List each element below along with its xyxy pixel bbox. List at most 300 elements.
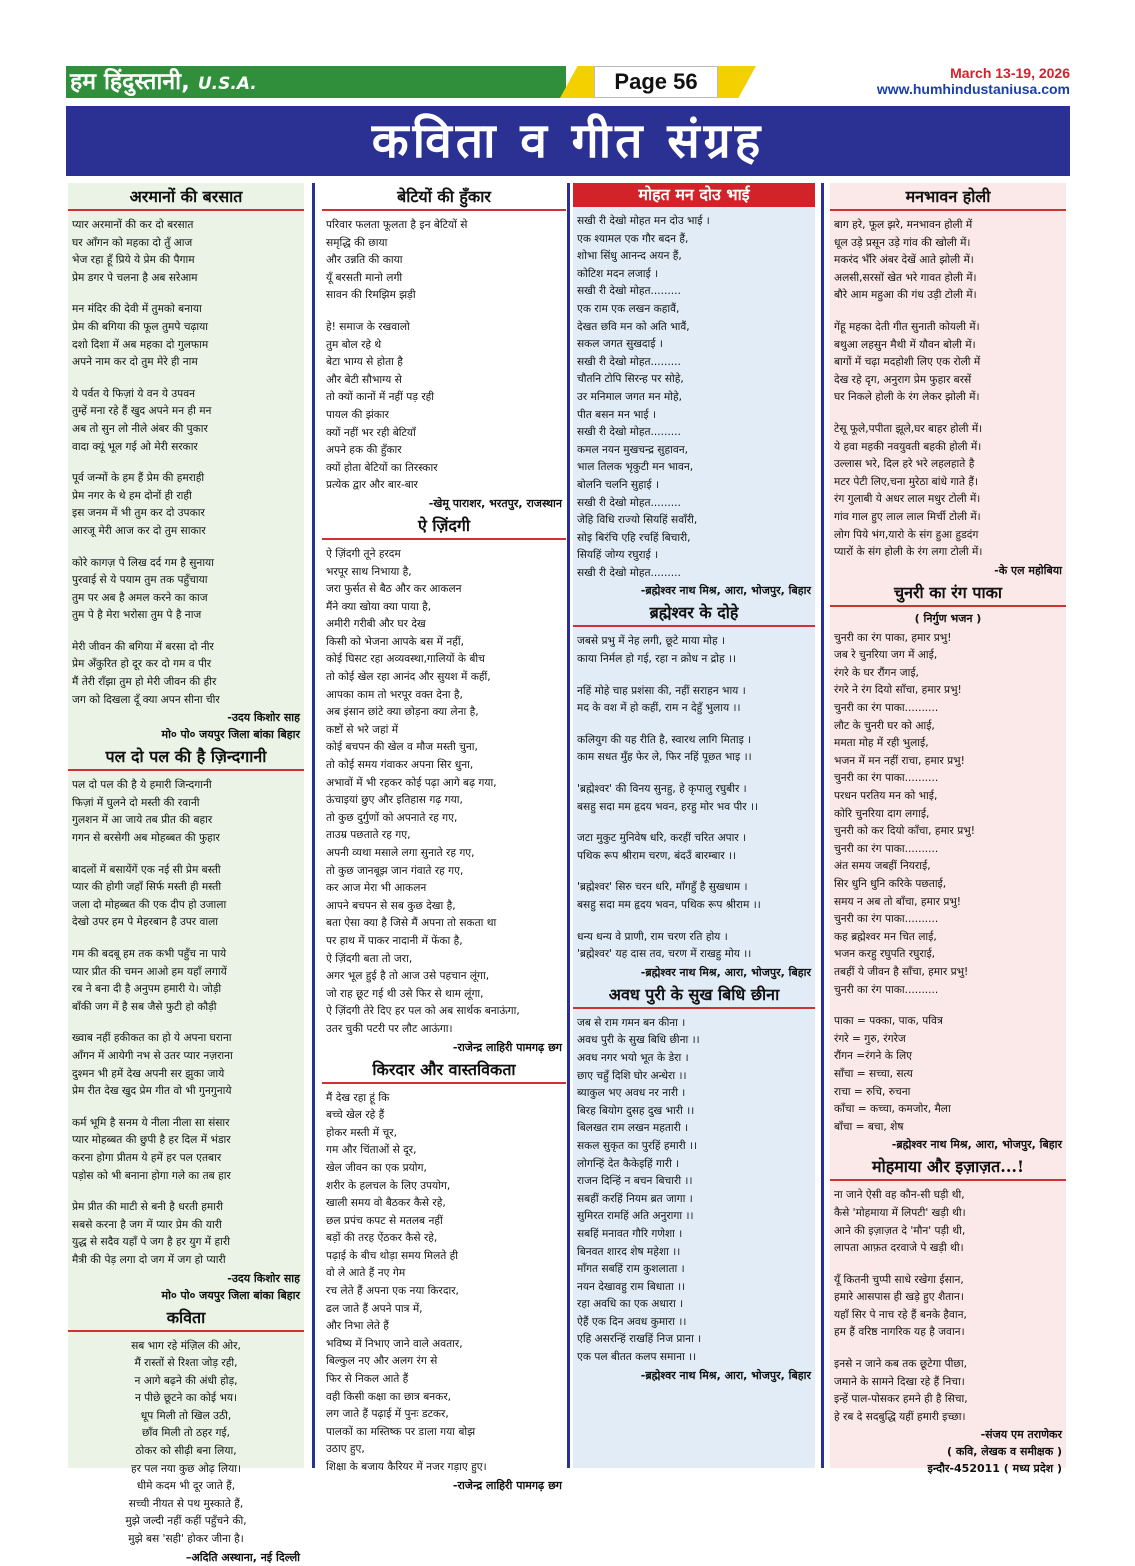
poem-line: सावन की रिमझिम झड़ी xyxy=(326,289,416,302)
stanza-gap xyxy=(834,999,1062,1013)
poem-line: सोइ बिरंचि एहि रचहिं बिचारी, xyxy=(577,531,691,544)
poem-byline: -ब्रह्मेश्वर नाथ मिश्र, आरा, भोजपुर, बिहार xyxy=(640,584,811,598)
poem-line: परधन परतिय मन को भाई, xyxy=(834,790,938,803)
poem-title: पल दो पल की है ज़िन्दगानी xyxy=(68,745,304,771)
poem-line: रहा अवधि का एक अधारा । xyxy=(577,1298,684,1311)
poem-title: अरमानों की बरसात xyxy=(68,185,304,211)
poem-article xyxy=(326,185,562,512)
poem-byline: -ब्रह्मेश्वर नाथ मिश्र, आरा, भोजपुर, बिहार xyxy=(891,1138,1062,1152)
poem-line: मैं तेरी राँझा तुम हो मेरी जीवन की हीर xyxy=(72,676,217,689)
poem-line: पाका = पक्का, पाक, पवित्र xyxy=(834,1015,943,1028)
poem-byline: -उदय किशोर साह xyxy=(227,711,300,725)
poem-title: ऐ ज़िंदगी xyxy=(322,514,566,540)
poem-line: जो राह छूट गई थी उसे फिर से थाम लूंगा, xyxy=(326,987,484,1000)
poem-line: देखो उपर हम पे मेहरबान है उपर वाला xyxy=(72,916,219,929)
poem-line: नहिं मोहे चाह प्रशंसा की, नहीं सराहन भाय । xyxy=(577,684,746,697)
poem-line: बथुआ लहसुन मैथी में यौवन बोली में। xyxy=(834,338,976,351)
column-3 xyxy=(573,183,815,1468)
poem-line: सियहिं जोग्य रघुराई । xyxy=(577,549,659,562)
poem-line: बादलों में बसायेंगें एक नई सी प्रेम बस्ती xyxy=(72,863,221,876)
poem-line: कोटिश मदन लजाई । xyxy=(577,267,659,280)
poem-line: अपने हक की हुँकार xyxy=(326,444,402,457)
stanza-gap xyxy=(72,541,300,555)
poem-line: चुनरी का रंग पाका, हमार प्रभु! xyxy=(834,631,952,644)
poem-line: रच लेते हैं अपना एक नया किरदार, xyxy=(326,1285,459,1298)
poem-line: परिवार फलता फूलता है इन बेटियों से xyxy=(326,219,468,231)
poem-line: और बेटी सौभाग्य से xyxy=(326,373,402,386)
poem-line: चौतनि टोपि सिरन्ह पर सोहे, xyxy=(577,373,684,386)
poem-article xyxy=(72,1306,300,1566)
poem-line: गांव गाल हुए लाल लाल मिर्ची टोली में। xyxy=(834,510,981,523)
poem-line: चुनरी का रंग पाका.......... xyxy=(834,772,939,785)
poem-line: बागों में चढ़ा मदहोशी लिए एक रोली में xyxy=(834,356,981,369)
poem-line: तुम पर अब है अमल करने का काज xyxy=(72,591,208,604)
poem-line: उतर चुकी पटरी पर लौट आऊंगा। xyxy=(326,1022,453,1035)
poem-line: यूँ बरसती मानो लगी xyxy=(326,271,403,284)
poem-line: प्रत्येक द्वार और बार-बार xyxy=(326,479,418,492)
poem-line: तुम बोल रहे थे xyxy=(326,338,382,351)
poem-article xyxy=(326,1058,562,1494)
column-divider xyxy=(821,183,824,1468)
poem-line: तुम्हें मना रहे हैं खुद अपने मन ही मन xyxy=(72,405,212,418)
poem-line: चुनरी का रंग पाका.......... xyxy=(834,983,939,996)
poem-line: एक श्यामल एक गौर बदन हैं, xyxy=(577,232,689,245)
poem-byline: -ब्रह्मेश्वर नाथ मिश्र, आरा, भोजपुर, बिहार xyxy=(640,965,811,979)
poem-line: जब रे चुनरिया जग में आई, xyxy=(834,649,938,662)
poem-line: चुनरी को कर दियो काँचा, हमार प्रभु! xyxy=(834,825,975,838)
poem-line: एक राम एक लखन कहावैं, xyxy=(577,302,680,315)
poem-line: सबहिं मनावत गौरि गणेशा । xyxy=(577,1227,683,1240)
stanza-gap xyxy=(72,1016,300,1030)
poem-byline: मो० पो० जयपुर जिला बांका बिहार xyxy=(161,1288,300,1302)
poem-line: शिक्षा के बजाय कैरियर में नजर गड़ाए हुए। xyxy=(326,1461,487,1473)
stanza-gap xyxy=(326,305,562,319)
poem-line: सखी री देखो मोहत......... xyxy=(577,566,681,579)
poem-line: वो ले आते हैं नए गेम xyxy=(326,1267,406,1280)
poem-line: प्यार मोहब्बत की छुपी है हर दिल में भंडार xyxy=(72,1134,231,1147)
poem-line: अवध नगर भयो भूत के डेरा । xyxy=(577,1051,689,1064)
column-2 xyxy=(322,183,566,1492)
poem-line: छल प्रपंच कपट से मतलब नहीं xyxy=(326,1214,443,1227)
poem-line: पल दो पल की है ये हमारी जिन्दगानी xyxy=(72,779,212,792)
poem-line: काँचा = कच्चा, कमजोर, मैला xyxy=(834,1103,951,1116)
poem-line: तो क्यों कानों में नहीं पड़ रही xyxy=(326,391,435,404)
poem-line: प्रेम नगर के थे हम दोनों ही राही xyxy=(72,489,192,502)
poem-line: हर पल नया कुछ ओढ़ लिया। xyxy=(131,1462,241,1475)
poem-line: भाल तिलक भृकुटी मन भावन, xyxy=(577,461,694,474)
poem-line: लौट के चुनरी घर को आई, xyxy=(834,719,935,732)
poem-line: आने की इज़ाज़त दे 'मौन' पड़ी थी, xyxy=(834,1224,966,1237)
poem-line: प्यार की होगी जहाँ सिर्फ मस्ती ही मस्ती xyxy=(72,881,222,894)
poem-line: इनसे न जाने कब तक छूटेगा पीछा, xyxy=(834,1358,967,1371)
poem-line: क्यों नहीं भर रही बेटियाँ xyxy=(326,426,416,439)
poem-title: अवध पुरी के सुख बिधि छीना xyxy=(573,983,815,1009)
stanza-gap xyxy=(834,1258,1062,1272)
poem-byline: -राजेन्द्र लाहिरी पामगढ़ छग xyxy=(452,1478,562,1492)
poem-title: किरदार और वास्तविकता xyxy=(322,1058,566,1084)
poem-line: अलसी,सरसों खेत भरे गावत होली में। xyxy=(834,271,977,284)
brand-suffix: U.S.A. xyxy=(197,74,257,94)
poem-line: भजन में मन नहीं राचा, हमार प्रभु! xyxy=(834,754,965,767)
poem-line: तो कुछ जानबूझ जान गंवाते रह गए, xyxy=(326,864,464,877)
poem-line: युद्ध से सदैव यहाँ पे जग है हर युग में हारी xyxy=(72,1236,230,1249)
section-banner: कविता व गीत संग्रह xyxy=(66,106,1070,176)
poem-line: बिल्कुल नए और अलग रंग से xyxy=(326,1355,438,1368)
stanza-gap xyxy=(577,816,811,830)
poem-line: लापता आफ़त दरवाजे पे खड़ी थी। xyxy=(834,1242,964,1255)
poem-line: जरा फुर्सत से बैठ और कर आकलन xyxy=(326,583,462,596)
poem-line: भेज रहा हूँ प्रिये ये प्रेम की पैगाम xyxy=(72,254,195,267)
issue-info xyxy=(877,65,1070,97)
poem-article xyxy=(834,1155,1062,1477)
poem-line: कलियुग की यह रीति है, स्वारथ लागि मिताइ । xyxy=(577,733,752,746)
poem-line: इस जनम में भी तुम कर दो उपकार xyxy=(72,507,205,520)
poem-line: तो कोई समय गंवाकर अपना सिर धुना, xyxy=(326,759,474,772)
poem-byline: -संजय एम तराणेकर xyxy=(980,1428,1062,1442)
poem-title: कविता xyxy=(68,1306,304,1332)
stanza-gap xyxy=(834,407,1062,421)
poem-byline: -राजेन्द्र लाहिरी पामगढ़ छग xyxy=(452,1040,562,1054)
poem-line: मेरी जीवन की बगिया में बरसा दो नीर xyxy=(72,640,214,653)
poem-line: आपका काम तो भरपूर वक्त देना है, xyxy=(326,688,463,701)
poem-line: एहि असरन्हिं राखहिं निज प्राना । xyxy=(577,1333,702,1346)
stanza-gap xyxy=(72,848,300,862)
poem-line: यूँ कितनी चुप्पी साधे रखेगा ईसान, xyxy=(834,1273,964,1286)
poem-line: राचा = रुचि, रुचना xyxy=(834,1085,911,1098)
poem-line: सिर धुनि धुनि करिके पछताई, xyxy=(834,878,947,890)
stanza-gap xyxy=(577,718,811,732)
poem-line: चुनरी का रंग पाका.......... xyxy=(834,913,939,926)
poem-line: शोभा सिंधु आनन्द अयन हैं, xyxy=(577,250,682,263)
poem-line: कोरि चुनरिया दाग लगाई, xyxy=(834,807,930,820)
poem-line: अगर भूल हुई है तो आज उसे पहचान लूंगा, xyxy=(326,970,490,983)
poem-line: तुम पे है मेरा भरोसा तुम पे है नाज xyxy=(72,609,202,622)
poem-line: प्रेम की बगिया की फूल तुमपे चढ़ाया xyxy=(72,320,209,333)
poem-line: कोई बचपन की खेल व मौज मस्ती चुना, xyxy=(326,741,478,754)
poem-line: धन्य धन्य वे प्राणी, राम चरण रति होय । xyxy=(577,930,728,943)
poem-title: बेटियों की हुँकार xyxy=(322,185,566,211)
poem-line: करना होगा प्रीतम ये हमें हर पल एतबार xyxy=(72,1151,222,1164)
poem-line: लग जाते हैं पढ़ाई में पुनः डटकर, xyxy=(326,1408,449,1421)
poem-line: रंगरे ने रंग दियो साँचा, हमार प्रभु! xyxy=(834,684,962,697)
poem-subtitle: ( निर्गुण भजन ) xyxy=(914,611,982,625)
stanza-gap xyxy=(577,865,811,879)
poem-line: बाग हरे, फूल झरे, मनभावन होली में xyxy=(834,219,973,231)
poem-line: आपने बचपन से सब कुछ देखा है, xyxy=(326,899,456,912)
poem-line: सकल जगत सुखदाई । xyxy=(577,338,663,351)
poem-line: अमीरी गरीबी और घर देख xyxy=(326,618,426,631)
poem-line: मटर पेटी लिए,चना मुरेठा बांधे गाते हैं। xyxy=(834,475,979,488)
poem-line: ऐहैं एक दिन अवध कुमारा ।। xyxy=(577,1315,687,1328)
poem-line: मुझे जल्दी नहीं कहीं पहुँचने की, xyxy=(125,1515,247,1528)
stanza-gap xyxy=(72,456,300,470)
poem-line: सखी री देखो मोहत मन दोउ भाई । xyxy=(577,215,710,227)
poem-line: देखत छवि मन को अति भावैं, xyxy=(577,320,690,333)
poem-line: गगन से बरसेगी अब मोहब्बत की फुहार xyxy=(72,832,220,845)
poem-byline: ( कवि, लेखक व समीक्षक ) xyxy=(946,1445,1062,1459)
poem-line: ऐ ज़िंदगी तेरे दिए हर पल को अब सार्थक बनाऊंगा, xyxy=(326,1005,520,1018)
poem-line: बच्चे खेल रहे हैं xyxy=(326,1109,385,1122)
poem-line: मैंने क्या खोया क्या पाया है, xyxy=(326,600,432,613)
poem-line: गुलशन में आ जाये तब प्रीत की बहार xyxy=(72,814,213,827)
poem-line: देख रहे दृग, अनुराग प्रेम फुहार बरसें xyxy=(834,373,972,386)
poem-line: सकल सुकृत का पुरहिं हमारी ।। xyxy=(577,1139,698,1152)
poem-line: उठाए हुए, xyxy=(326,1443,365,1456)
poem-line: पथिक रूप श्रीराम चरण, बंदउँ बारम्बार ।। xyxy=(577,849,737,862)
column-divider xyxy=(567,183,570,1468)
poem-line: कर आज मेरा भी आकलन xyxy=(326,882,427,895)
poem-line: गम की बदबू हम तक कभी पहुँच ना पाये xyxy=(72,948,227,960)
poem-line: पुरवाई से ये पयाम तुम तक पहुँचाया xyxy=(72,574,208,587)
poem-line: भविष्य में निभाए जाने वाले अवतार, xyxy=(326,1337,463,1350)
poem-line: होकर मस्ती में चूर, xyxy=(326,1126,397,1139)
poem-line: हे रब दे सदबुद्धि यहीं हमारी इच्छा। xyxy=(834,1410,966,1423)
poem-byline: मो० पो० जयपुर जिला बांका बिहार xyxy=(161,728,300,742)
poem-line: जटा मुकुट मुनिवेष धरि, करहीं चरित अपार । xyxy=(577,832,747,845)
poem-line: पालकों का मस्तिष्क पर डाला गया बोझ xyxy=(326,1425,476,1438)
poem-line: प्यारों के संग होली के रंग लगा टोली में। xyxy=(834,546,983,559)
poem-line: तो कोई खेल रहा आनंद और सुयश में कहीं, xyxy=(326,671,491,684)
stanza-gap xyxy=(72,932,300,946)
poem-line: प्यार अरमानों की कर दो बरसात xyxy=(72,219,194,231)
poem-line: प्रेम डगर पे चलना है अब सरेआम xyxy=(72,271,198,284)
poem-line: समय न अब तो बाँचा, हमार प्रभु! xyxy=(834,895,962,908)
poem-title: चुनरी का रंग पाका xyxy=(830,581,1066,607)
poem-article xyxy=(72,185,300,743)
poem-line: चुनरी का रंग पाका.......... xyxy=(834,702,939,715)
poem-line: दुश्मन भी हमें देख अपनी सर झुका जाये xyxy=(72,1067,225,1080)
poem-byline: -के एल महोबिया xyxy=(994,563,1062,577)
brand-logo xyxy=(66,66,566,98)
poem-line: हम हैं वरिष्ठ नागरिक यह है जवान। xyxy=(834,1326,965,1339)
poem-line: बाँचा = बचा, शेष xyxy=(834,1120,904,1133)
poem-line: छाए चहुँ दिशि घोर अन्धेरा ।। xyxy=(577,1069,687,1082)
poem-line: और निभा लेते हैं xyxy=(326,1320,389,1333)
poem-line: भजन करहु रघुपति रघुराई, xyxy=(834,948,936,961)
poem-line: उर मनिमाल जगत मन मोहे, xyxy=(577,390,682,403)
poem-line: रंगरे के घर रौंगन जाई, xyxy=(834,666,919,679)
poem-line: पढ़ाई के बीच थोड़ा समय मिलते ही xyxy=(326,1249,459,1262)
poem-line: सखी री देखो मोहत......... xyxy=(577,496,681,509)
poem-line: आँगन में आयेगी नभ से उतर प्यार नज़राना xyxy=(72,1049,233,1062)
poem-line: मैं देख रहा हूं कि xyxy=(326,1091,390,1104)
poem-line: सखी री देखो मोहत......... xyxy=(577,355,681,368)
poem-line: सखी री देखो मोहत......... xyxy=(577,285,681,298)
poem-line: लोग पिये भंग,यारो के संग हुआ हुडदंग xyxy=(834,528,979,541)
column-4 xyxy=(830,183,1066,1476)
poem-title: ब्रह्मेश्वर के दोहे xyxy=(573,601,815,627)
poem-line: खेल जीवन का एक प्रयोग, xyxy=(326,1161,427,1174)
poem-line: लोगन्हिं देत कैकेइहिं गारी । xyxy=(577,1157,680,1170)
poem-line: जमाने के सामने दिखा रहे हैं निचा। xyxy=(834,1375,965,1388)
poem-byline: -ब्रह्मेश्वर नाथ मिश्र, आरा, भोजपुर, बिहार xyxy=(640,1368,811,1382)
poem-line: छाँव मिली तो ठहर गई, xyxy=(142,1427,230,1440)
poem-line: जेहि विधि राज्यो सियहिं सवाँरी, xyxy=(577,514,698,527)
poem-line: 'ब्रह्मेश्वर' सिरु चरन धरि, माँगहुँ है सुखधाम । xyxy=(577,881,748,894)
poem-title: मोहत मन दोउ भाई xyxy=(573,183,815,207)
poem-line: फिज़ां में घुलने दो मस्ती की रवानी xyxy=(72,796,200,809)
column-1 xyxy=(68,183,304,1564)
poem-title: मोहमाया और इज़ाज़त...! xyxy=(830,1155,1066,1181)
poem-line: सबहीं करहिं नियम ब्रत जागा । xyxy=(577,1192,693,1205)
website-link[interactable]: www.humhindustaniusa.com xyxy=(876,81,1070,97)
page-number: Page 56 xyxy=(594,66,718,98)
poem-line: पायल की झंकार xyxy=(326,408,389,421)
brand-name: हम हिंदुस्तानी, xyxy=(70,69,190,95)
stanza-gap xyxy=(72,287,300,301)
poem-line: अब तो सुन लो नीले अंबर की पुकार xyxy=(72,422,208,435)
poem-line: तबहीं ये जीवन है साँचा, हमार प्रभु! xyxy=(834,965,969,978)
poem-line: बड़ों की तरह ऐंठकर कैसे रहे, xyxy=(326,1232,438,1245)
poem-line: सच्ची नीयत से पथ मुस्काते हैं, xyxy=(128,1497,244,1510)
poem-line: टेसू फूले,पपीता झूले,घर बाहर होली में। xyxy=(834,422,983,435)
poem-line: काया निर्मल हो गई, रहा न क्रोध न द्रोह ।। xyxy=(577,653,736,666)
poem-line: राजन दिन्हिं न बचन बिचारी ।। xyxy=(577,1175,693,1188)
poem-line: ठोकर को सीढ़ी बना लिया, xyxy=(135,1445,237,1458)
poem-line: रौंगन =रंगने के लिए xyxy=(834,1050,912,1063)
column-divider xyxy=(312,183,315,1468)
poem-line: यहाँ सिर पे नाच रहे हैं बनके हैवान, xyxy=(834,1308,967,1321)
poem-line: मद के वश में हो कहीं, राम न देहुँ भुलाय ।। xyxy=(577,702,741,715)
poem-line: अपने नाम कर दो तुम मेरे ही नाम xyxy=(72,356,198,369)
poem-line: नयन देखावहु राम बिधाता ।। xyxy=(577,1280,686,1293)
poem-line: रब ने बना दी है अनुपम हमारी ये। जोड़ी xyxy=(72,983,222,996)
poem-line: हे! समाज के रखवालो xyxy=(326,320,410,333)
poem-line: उल्लास भरे, दिल हरे भरे लहलहाते है xyxy=(834,458,975,471)
stanza-gap xyxy=(72,1101,300,1115)
poem-article xyxy=(326,514,562,1056)
poem-line: समृद्धि की छाया xyxy=(326,236,388,249)
poem-line: अब इंसान छांटे क्या छोड़ना क्या लेना है, xyxy=(326,706,479,719)
poem-line: मैं रास्तों से रिश्ता जोड़ रही, xyxy=(134,1357,238,1370)
poem-line: भरपूर साथ निभाया है, xyxy=(326,565,412,578)
poem-line: बौरे आम महुआ की गंध उड़ी टोली में। xyxy=(834,289,977,302)
poem-line: कमल नयन मुखचन्द्र सुहावन, xyxy=(577,443,688,456)
poem-line: ऊंचाइयां छुए और इतिहास गढ़ गया, xyxy=(326,794,463,807)
poem-line: बता ऐसा क्या है जिसे मैं अपना तो सकता था xyxy=(326,917,497,930)
poem-line: प्रेम रीत देख खुद प्रेम गीत वो भी गुनगुनाये xyxy=(72,1085,232,1098)
poem-line: न पीछे छूटने का कोई भय। xyxy=(134,1392,238,1405)
poem-line: हमारे आसपास ही खड़े हुए शैतान। xyxy=(834,1291,964,1304)
poem-line: अवध पुरी के सुख बिधि छीना ।। xyxy=(577,1034,700,1047)
poem-line: साँचा = सच्चा, सत्य xyxy=(834,1067,913,1080)
poem-line: अंत समय जबहीं नियराई, xyxy=(834,860,931,873)
poem-line: क्यों होता बेटियों का तिरस्कार xyxy=(326,461,438,474)
poem-line: पूर्व जन्मों के हम हैं प्रेम की हमराही xyxy=(72,472,205,485)
poem-line: तो कुछ दुर्गुणों को अपनाते रह गए, xyxy=(326,811,458,824)
stanza-gap xyxy=(834,305,1062,319)
stanza-gap xyxy=(72,1185,300,1199)
poem-line: कैसे 'मोहमाया में लिपटी' खड़ी थी। xyxy=(834,1206,966,1219)
poem-line: कह ब्रह्मेश्वर मन चित लाई, xyxy=(834,930,937,943)
poem-line: कोरे कागज़ पे लिख दर्द गम है सुनाया xyxy=(72,556,214,569)
poem-line: आरजू मेरी आज कर दो तुम साकार xyxy=(72,524,206,537)
poem-line: सबसे करना है जग में प्यार प्रेम की यारी xyxy=(72,1218,222,1231)
poem-line: ऐ ज़िंदगी बता तो जरा, xyxy=(326,952,413,965)
poem-article xyxy=(577,983,811,1384)
poem-line: किसी को भेजना आपके बस में नहीं, xyxy=(326,635,464,648)
poem-line: एक पल बीतत कलप समाना ।। xyxy=(577,1351,697,1364)
poem-line: जबसे प्रभु में नेह लगी, छूटे माया मोह । xyxy=(577,635,726,648)
poem-line: कर्म भूमि है सनम ये नीला नीला सा संसार xyxy=(72,1116,230,1129)
poem-line: प्रेम प्रीत की माटी से बनी है धरती हमारी xyxy=(72,1201,224,1214)
poem-line: 'ब्रह्मेश्वर' यह दास तव, चरण में राखहु मोय ।। xyxy=(577,948,752,961)
poem-line: सखी री देखो मोहत......... xyxy=(577,426,681,439)
poem-line: न आगे बढ़ने की अंधी होड़, xyxy=(134,1374,238,1387)
poem-line: धूल उड़े प्रसून उड़े गांव की खोली में। xyxy=(834,236,971,249)
poem-line: ख्वाब नहीं हकीकत का हो ये अपना घराना xyxy=(72,1032,232,1045)
poem-line: जग को दिखला दूँ क्या अपन सीना चीर xyxy=(72,693,220,706)
stanza-gap xyxy=(577,669,811,683)
poem-article xyxy=(577,601,811,980)
stanza-gap xyxy=(577,767,811,781)
poem-article xyxy=(834,185,1062,579)
poem-line: मन मंदिर की देवी में तुमको बनाया xyxy=(72,303,202,316)
poem-line: कष्टों से भरे जहां में xyxy=(326,723,399,736)
poem-line: इन्हें पाल-पोसकर हमने ही है सिचा, xyxy=(834,1393,968,1406)
masthead xyxy=(66,66,1070,100)
poem-line: बिलखत राम लखन महतारी । xyxy=(577,1122,689,1135)
poem-line: जला दो मोहब्बत की एक दीप हो उजाला xyxy=(72,898,227,911)
poem-line: घर निकले होली के रंग लेकर झोली में। xyxy=(834,391,980,404)
poem-line: 'ब्रह्मेश्वर' की विनय सुनहु, हे कृपालु रघुबीर । xyxy=(577,783,747,796)
poem-line: ताउम्र पछताते रह गए, xyxy=(326,829,411,842)
poem-line: जब से राम गमन बन कीना । xyxy=(577,1016,686,1029)
poem-line: प्रेम अँकुरित हो दूर कर दो गम व पीर xyxy=(72,658,212,671)
poem-line: अपनी व्यथा मसाले लगा सुनाते रह गए, xyxy=(326,847,475,859)
poem-line: प्यार प्रीत की चमन आओ हम यहाँ लगायें xyxy=(72,965,227,978)
poem-byline: -उदय किशोर साह xyxy=(227,1271,300,1285)
poem-line: मकरंद भँरि अंबर देखें आते झोली में। xyxy=(834,254,974,267)
poem-line: और उन्नति की काया xyxy=(326,254,403,267)
poem-line: ब्याकुल भए अवध नर नारी । xyxy=(577,1087,686,1100)
poem-byline: -खेमू पाराशर, भरतपुर, राजस्थान xyxy=(428,496,562,510)
poem-line: बसहु सदा मम हृदय भवन, पथिक रूप श्रीराम ।। xyxy=(577,899,761,911)
poem-line: मुझे बस 'सही' होकर जीना है। xyxy=(128,1533,244,1546)
poem-line: धूप मिली तो खिल उठी, xyxy=(140,1409,232,1422)
poem-line: ढल जाते हैं अपने पात्र में, xyxy=(326,1302,423,1315)
poem-line: ऐ ज़िंदगी तूने हरदम xyxy=(326,547,401,560)
poem-line: दशो दिशा में अब महका दो गुलफाम xyxy=(72,338,209,351)
poem-line: पर हाथ में पाकर नादानी में फेंका है, xyxy=(326,934,463,947)
poem-line: ये पर्वत ये फिज़ां ये वन ये उपवन xyxy=(72,387,195,400)
poem-line: ना जाने ऐसी वह कौन-सी घड़ी थी, xyxy=(834,1189,965,1202)
stanza-gap xyxy=(834,1342,1062,1356)
poem-line: वादा क्यूं भूल गई ओ मेरी सरकार xyxy=(72,440,198,453)
poem-title: मनभावन होली xyxy=(830,185,1066,211)
poem-line: सुमिरत रामहिं अति अनुरागा ।। xyxy=(577,1210,694,1223)
poem-line: माँगत सबहिं राम कुशलाता । xyxy=(577,1263,685,1276)
issue-date: March 13-19, 2026 xyxy=(950,65,1070,81)
poem-line: पीत बसन मन भाई । xyxy=(577,408,656,421)
poem-article xyxy=(834,581,1062,1154)
poem-byline: –अदिति अस्थाना, नई दिल्ली xyxy=(185,1550,300,1564)
poem-line: बोलनि चलनि सुहाई । xyxy=(577,478,659,491)
poem-line: रंग गुलाबी ये अधर लाल मधुर टोली में। xyxy=(834,493,981,506)
poem-line: खाली समय वो बैठकर कैसे रहे, xyxy=(326,1197,446,1210)
poem-article xyxy=(577,183,811,599)
poem-line: ये हवा महकी नवयुवती बहकी होली में। xyxy=(834,440,982,453)
poem-line: काम सधत मुँह फेर ले, फिर नहिं पूछत भाइ ।। xyxy=(577,751,752,764)
stanza-gap xyxy=(72,372,300,386)
poem-line: रंगरे = गुरु, रंगरेज xyxy=(834,1032,906,1045)
poem-line: घर आँगन को महका दो तुँ आज xyxy=(72,236,193,249)
poem-line: वही किसी कक्षा का छात्र बनकर, xyxy=(326,1390,452,1403)
poem-line: बिनवत शारद शेष महेशा ।। xyxy=(577,1245,681,1258)
poem-line: कोई घिसट रहा अव्यवस्था,गालियों के बीच xyxy=(326,653,485,666)
poem-line: बाँकी जग में है सब जैसे फुटी हो कौड़ी xyxy=(72,1000,217,1013)
poem-article xyxy=(72,745,300,1303)
